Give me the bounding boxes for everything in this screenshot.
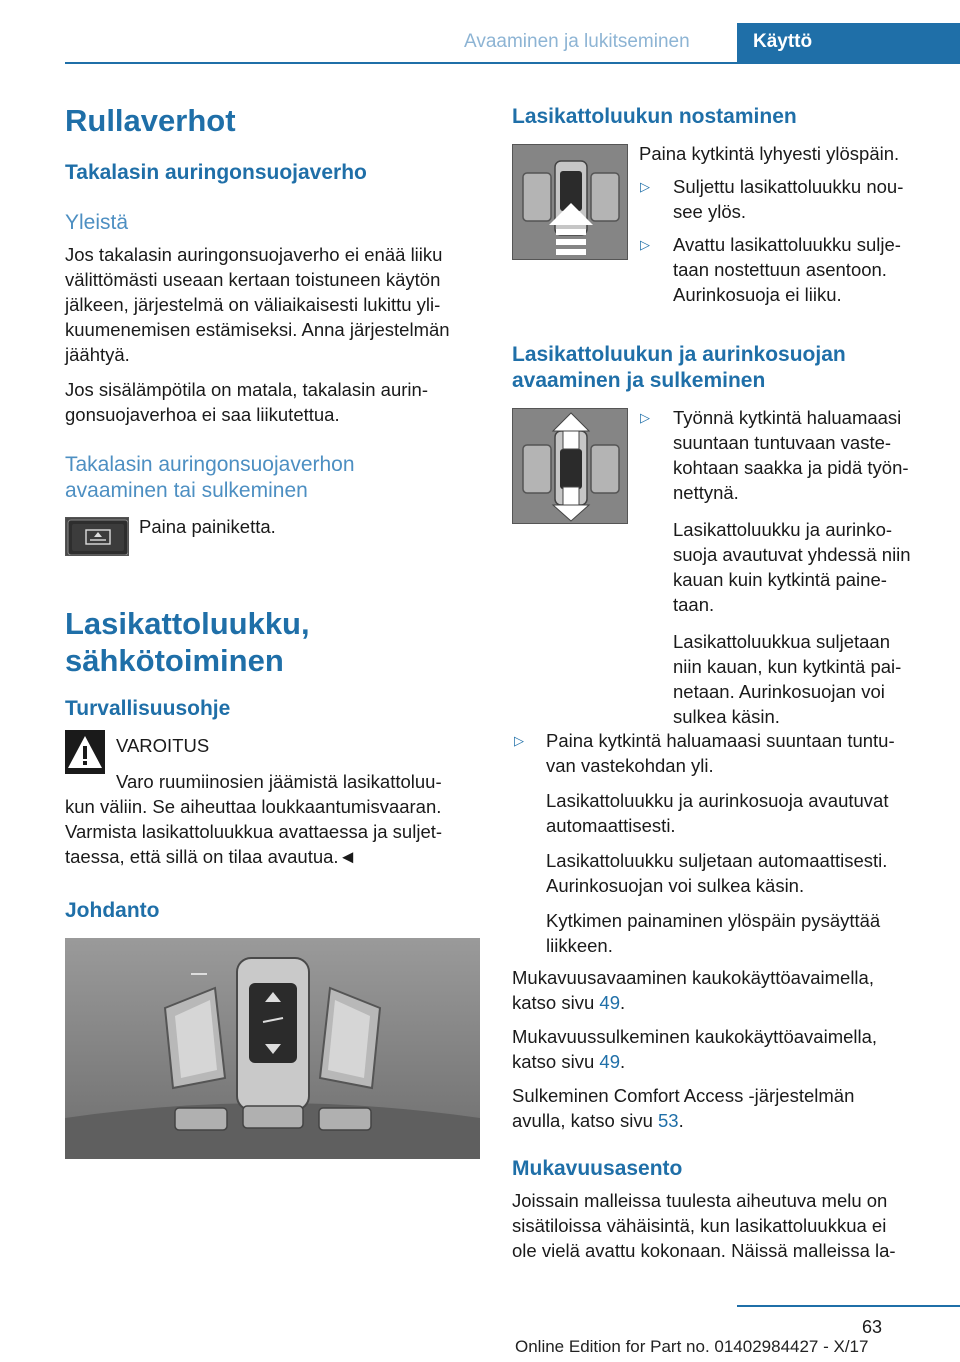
text-line: välittömästi useaan kertaan toistuneen käytön xyxy=(65,269,441,290)
text-line: taan. xyxy=(673,594,715,615)
text-line: Lasikattoluukku ja aurinko- xyxy=(673,519,893,540)
text-line: Aurinkosuojan voi sulkea käsin. xyxy=(546,875,805,896)
text-line: van vastekohdan yli. xyxy=(546,755,714,776)
heading-takalasin: Takalasin auringonsuojaverho xyxy=(65,161,367,184)
text-period: . xyxy=(619,992,626,1013)
heading-nostaminen: Lasikattoluukun nostaminen xyxy=(512,105,797,128)
bullet-tyonna xyxy=(673,405,911,729)
text-line: nettynä. xyxy=(673,482,739,503)
text-line: Varmista lasikattoluukkua avattaessa ja suljet- xyxy=(65,821,443,842)
header-section-title: Avaaminen ja lukitseminen xyxy=(464,31,690,52)
heading-line: Lasikattoluukun ja aurinkosuojan xyxy=(512,343,846,366)
heading-line: Takalasin auringonsuojaverhon xyxy=(65,453,355,476)
overhead-console-illustration xyxy=(65,938,480,1159)
text-line: Mukavuusavaaminen kaukokäyttöavaimella, xyxy=(512,967,874,988)
text-line: automaattisesti. xyxy=(546,815,676,836)
text-line: netaan. Aurinkosuojan voi xyxy=(673,681,885,702)
text-line: kuumenemisen estämiseksi. Anna järjestelmän xyxy=(65,319,450,340)
text-line: kohtaan saakka ja pidä työn- xyxy=(673,457,909,478)
footer-edition: Online Edition for Part no. 01402984427 - X/17 xyxy=(515,1337,869,1356)
page-link-49[interactable]: 49 xyxy=(599,992,620,1013)
heading-mukavuusasento: Mukavuusasento xyxy=(512,1157,683,1180)
bullet-paina-tuntu xyxy=(546,728,895,958)
text-line: Aurinkosuoja ei liiku. xyxy=(673,284,842,305)
paragraph-comfort-access xyxy=(512,1083,854,1133)
page-number: 63 xyxy=(862,1317,883,1337)
text-line: Joissain malleissa tuulesta aiheutuva melu on xyxy=(512,1190,888,1211)
text-line: see ylös. xyxy=(673,201,747,222)
text-line: ole vielä avattu kokonaan. Näissä malleissa la- xyxy=(512,1240,896,1261)
text-line: Lasikattoluukku suljetaan automaattisesti. xyxy=(546,850,888,871)
heading-line: avaaminen tai sulkeminen xyxy=(65,479,308,502)
text-line: taan nostettuun asentoon. xyxy=(673,259,887,280)
page-link-53[interactable]: 53 xyxy=(658,1110,679,1131)
paragraph-mukavuusasento xyxy=(512,1188,896,1263)
heading-turvallisuusohje: Turvallisuusohje xyxy=(65,697,231,720)
heading-lasikattoluukku xyxy=(65,605,310,679)
header-rule xyxy=(65,62,960,64)
bullet-icon: ▷ xyxy=(514,733,524,748)
text-line: Mukavuussulkeminen kaukokäyttöavaimella, xyxy=(512,1026,878,1047)
text-line: jäähtyä. xyxy=(65,344,130,365)
heading-line: sähkötoiminen xyxy=(65,643,284,678)
heading-johdanto: Johdanto xyxy=(65,899,160,922)
paragraph-mukavuussulkeminen xyxy=(512,1024,877,1074)
heading-avaaminen-sulkeminen-right xyxy=(512,342,846,394)
rear-blind-button-image xyxy=(65,517,129,556)
text-line: sulkea käsin. xyxy=(673,706,780,727)
heading-yleista: Yleistä xyxy=(65,211,129,234)
switch-tilt-image xyxy=(512,144,628,260)
switch-tilt-up-illustration xyxy=(513,145,628,260)
footer-rule xyxy=(737,1305,960,1307)
switch-slide-image xyxy=(512,408,628,524)
warning-label: VAROITUS xyxy=(116,735,210,756)
page-link-49[interactable]: 49 xyxy=(599,1051,620,1072)
paragraph-yleista-2 xyxy=(65,377,428,427)
bullet-avattu xyxy=(673,232,901,307)
text-line: Sulkeminen Comfort Access -järjestelmän xyxy=(512,1085,855,1106)
warning-icon xyxy=(65,730,105,774)
heading-rullaverhot: Rullaverhot xyxy=(65,103,236,138)
heading-avaaminen-sulkeminen xyxy=(65,452,355,504)
text-line: suoja avautuvat yhdessä niin xyxy=(673,544,911,565)
overhead-console-image xyxy=(65,938,480,1159)
text-line: Lasikattoluukku ja aurinkosuoja avautuvat xyxy=(546,790,889,811)
switch-slide-illustration xyxy=(513,409,628,524)
bullet-icon: ▷ xyxy=(640,179,650,194)
header-chapter-tab[interactable]: Käyttö xyxy=(737,23,960,63)
text-line: kauan kuin kytkintä paine- xyxy=(673,569,887,590)
text-period: . xyxy=(678,1110,684,1131)
text-line: liikkeen. xyxy=(546,935,613,956)
text-line: avulla, katso sivu xyxy=(512,1110,659,1131)
text-line: gonsuojaverhoa ei saa liikutettua. xyxy=(65,404,340,425)
text-line: suuntaan tuntuvaan vaste- xyxy=(673,432,892,453)
bullet-icon: ▷ xyxy=(640,410,650,425)
text-line: Kytkimen painaminen ylöspäin pysäyttää xyxy=(546,910,881,931)
text-line: Jos takalasin auringonsuojaverho ei enää liiku xyxy=(65,244,443,265)
text-paina-ylos: Paina kytkintä lyhyesti ylöspäin. xyxy=(639,143,900,164)
text-line: katso sivu xyxy=(512,1051,600,1072)
paragraph-yleista-1 xyxy=(65,242,450,367)
heading-line: avaaminen ja sulkeminen xyxy=(512,369,766,392)
text-period: . xyxy=(619,1051,626,1072)
text-line: Avattu lasikattoluukku sulje- xyxy=(673,234,901,255)
text-line: Työnnä kytkintä haluamaasi xyxy=(673,407,902,428)
text-line: Lasikattoluukkua suljetaan xyxy=(673,631,891,652)
warning-text xyxy=(65,769,442,869)
text-line: jälkeen, järjestelmä on väliaikaisesti lukittu yli- xyxy=(65,294,441,315)
text-line: Varo ruumiinosien jäämistä lasikattoluu- xyxy=(116,771,442,792)
text-line: Suljettu lasikattoluukku nou- xyxy=(673,176,904,197)
rear-blind-button-icon xyxy=(66,518,129,556)
text-line: taessa, että sillä on tilaa avautua.◄ xyxy=(65,846,357,867)
bullet-icon: ▷ xyxy=(640,237,650,252)
text-line: katso sivu xyxy=(512,992,600,1013)
text-line: Jos sisälämpötila on matala, takalasin aurin- xyxy=(65,379,428,400)
text-line: sisätiloissa vähäisintä, kun lasikattoluukkua ei xyxy=(512,1215,887,1236)
paragraph-mukavuusavaaminen xyxy=(512,965,874,1015)
heading-line: Lasikattoluukku, xyxy=(65,606,310,641)
text-line: niin kauan, kun kytkintä pai- xyxy=(673,656,902,677)
text-paina-painiketta: Paina painiketta. xyxy=(139,516,276,537)
text-line: Paina kytkintä haluamaasi suuntaan tuntu- xyxy=(546,730,895,751)
text-line: kun väliin. Se aiheuttaa loukkaantumisvaaran. xyxy=(65,796,442,817)
bullet-suljettu xyxy=(673,174,903,224)
